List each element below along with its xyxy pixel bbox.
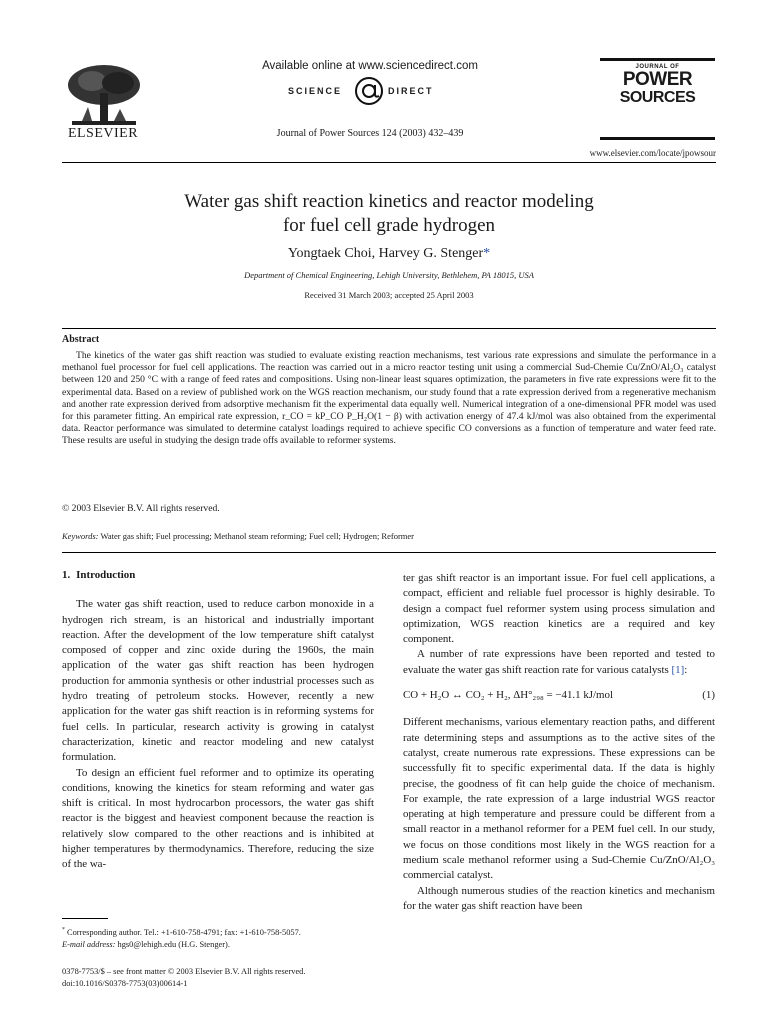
- citation-link[interactable]: [1]: [671, 663, 685, 676]
- paragraph: ter gas shift reactor is an important issue. For fuel cell applications, a compact, efficient and reliable fuel processor is highly desirable. To design a compact fuel reformer system using process simulation and optimization, WGS reaction kinetics are a required and key component.: [403, 572, 715, 646]
- section-heading: [62, 568, 374, 583]
- keywords-list: Water gas shift; Fuel processing; Methanol steam reforming; Fuel cell; Hydrogen; Reformer: [100, 531, 414, 541]
- paragraph: To design an efficient fuel reformer and to optimize its operating conditions, knowing the kinetics for steam reforming and water gas shift is critical. In most hydrocarbon processors, the water gas shift reactor is the biggest and heaviest component because the reaction is relatively slow compared to the other reactions and is inhibited at higher temperatures by thermodynamics. Therefore, reducing the size of the wa-: [62, 766, 374, 871]
- paragraph-text-end: :: [684, 663, 688, 676]
- abstract-copyright: © 2003 Elsevier B.V. All rights reserved.: [62, 503, 220, 514]
- doi-link[interactable]: doi:10.1016/S0378-7753(03)00614-1: [62, 979, 188, 988]
- footnote-corresponding-text: Corresponding author. Tel.: +1-610-758-4791; fax: +1-610-758-5057.: [67, 927, 301, 937]
- front-matter: [62, 966, 378, 990]
- journal-logo: [600, 58, 715, 140]
- sciencedirect-right-text: DIRECT: [388, 86, 434, 96]
- paragraph: The water gas shift reaction, used to reduce carbon monoxide in a hydrogen rich stream, is an historical and industrially important reaction. After the development of the low temperature shift catalyst composed of copper and zinc oxide during the 1960s, the main application of the water gas shift reaction has been hydrogen production for ammonia synthesis or other industrial processes such as hydro treating of petroleum stocks. However, recently a new application for the water gas shift reaction is in reforming systems for fuel cells. In particular, research activity is growing in catalyst characterization, kinetic and reactor modeling and new catalyst formulation.: [62, 598, 374, 764]
- equation: [403, 688, 715, 703]
- sciencedirect-at-icon: [354, 76, 384, 106]
- article-title: [62, 190, 716, 238]
- equation-body: CO + H₂O ↔ CO₂ + H₂, ΔH°₂₉₈ = −41.1 kJ/mol: [403, 689, 613, 702]
- keywords: [62, 531, 716, 541]
- sciencedirect-logo[interactable]: [270, 76, 470, 106]
- publisher-name: ELSEVIER: [67, 126, 139, 141]
- footnote-rule: [62, 918, 108, 919]
- equation-number: (1): [702, 689, 715, 702]
- paragraph: Different mechanisms, various elementary reaction paths, and different rate determining steps and assumptions as to the active sites of the catalyst, create numerous rate expressions. These expressions can be successfully fit to specific experimental data. If the data is highly precise, the goodness of fit can help guide the choice of mechanism. For example, the rate expression of a large industrial WGS reactor operating at high temperature and pressure could be different from a small reactor in a methanol reformer for a PEM fuel cell. In our study, we focus on those conditions most likely in the WGS reaction for a medium scale methanol reformer using a Sud-Chemie Cu/ZnO/Al₂O₃ commercial catalyst.: [403, 716, 715, 882]
- received-dates: Received 31 March 2003; accepted 25 April 2003: [304, 290, 474, 300]
- footnote-corresponding: [62, 924, 378, 939]
- journal-url-link[interactable]: www.elsevier.com/locate/jpowsour: [589, 148, 716, 158]
- paragraph: [403, 647, 715, 678]
- title-line-1: Water gas shift reaction kinetics and reactor modeling: [184, 191, 594, 212]
- section-number: 1.: [62, 569, 71, 581]
- email-link[interactable]: hgs0@lehigh.edu (H.G. Stenger).: [117, 939, 230, 949]
- header-divider: [62, 162, 716, 163]
- journal-logo-small: JOURNAL OF: [635, 64, 680, 70]
- issn-line: 0378-7753/$ – see front matter © 2003 Elsevier B.V. All rights reserved.: [62, 967, 306, 976]
- paragraph: Although numerous studies of the reaction kinetics and mechanism for the water gas shift reaction have been: [403, 884, 715, 912]
- footnote-mark: *: [62, 927, 65, 933]
- author-list: [62, 246, 716, 262]
- footnote-email: [62, 939, 378, 951]
- affiliation: Department of Chemical Engineering, Lehigh University, Bethlehem, PA 18015, USA: [244, 270, 534, 280]
- sciencedirect-left-text: SCIENCE: [288, 86, 343, 96]
- abstract-text: The kinetics of the water gas shift reaction was studied to evaluate existing reaction mechanisms, test various rate expressions and simulate the performance in a methanol fuel processor for fuel cell applications. The reaction was carried out in a micro reactor testing unit using a commercial Sud-Chemie Cu/ZnO/Al₂O₃ catalyst between 120 and 250 °C with a range of feed rates and compositions. Using non-linear least squares optimization, the parameters in five rate expressions were fit to the experimental data. Based on a review of published work on the WGS reaction mechanism, our study found that a rate expression derived from a regenerative mechanism and another rate expression derived from adsorptive mechanism fit the experimental data equally well. Numerical integration of a one-dimensional PFR model was used for this parameter fitting. An empirical rate expression, r_CO = kP_CO P_H₂O(1 − β) with activation energy of 47.4 kJ/mol was also obtained from the experimental data. Reactor performance was simulated to determine catalyst loadings required to achieve specific CO conversions as a function of temperature and water feed rate. These results are useful in studying the design trade offs available to reformer systems.: [62, 350, 716, 447]
- journal-logo-sources: SOURCES: [619, 89, 696, 106]
- corresponding-author-link[interactable]: *: [483, 246, 491, 261]
- journal-logo-power: POWER: [622, 69, 693, 90]
- abstract-bottom-rule: [62, 552, 716, 553]
- authors-text: Yongtaek Choi, Harvey G. Stenger: [287, 246, 484, 261]
- abstract-top-rule: [62, 328, 716, 329]
- footnote: [62, 924, 378, 951]
- keywords-label: Keywords:: [62, 531, 99, 541]
- available-online-link[interactable]: Available online at www.sciencedirect.com: [262, 60, 478, 72]
- section-title: Introduction: [76, 569, 136, 581]
- paragraph-text: A number of rate expressions have been reported and tested to evaluate the water gas shift reaction rate for various catalysts: [403, 648, 715, 676]
- right-column: [403, 571, 715, 914]
- title-line-2: for fuel cell grade hydrogen: [282, 215, 496, 236]
- abstract-heading: Abstract: [62, 334, 100, 345]
- left-column: [62, 568, 374, 873]
- email-label: E-mail address:: [62, 939, 116, 949]
- journal-citation: Journal of Power Sources 124 (2003) 432–439: [276, 128, 464, 139]
